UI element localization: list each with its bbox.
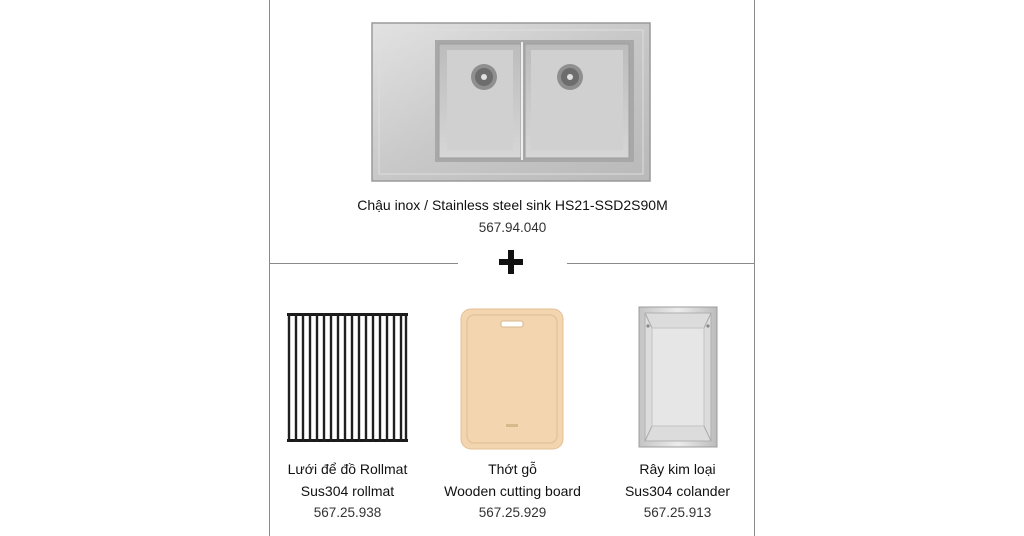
colander-name-vi: Rây kim loại [639, 461, 716, 477]
rollmat-image [285, 310, 410, 445]
frame-left-border [269, 0, 270, 536]
plus-icon [497, 248, 525, 276]
divider-right [567, 263, 754, 264]
colander-image [638, 306, 718, 448]
board-name-vi: Thớt gỗ [488, 461, 537, 477]
cutting-board-image [460, 308, 564, 450]
frame-right-border [754, 0, 755, 536]
main-product-code: 567.94.040 [478, 220, 547, 235]
rollmat-name-en: Sus304 rollmat [300, 483, 395, 499]
board-code: 567.25.929 [478, 505, 547, 520]
rollmat-code: 567.25.938 [313, 505, 382, 520]
colander-code: 567.25.913 [643, 505, 712, 520]
rollmat-name-vi: Lưới để đồ Rollmat [287, 461, 408, 477]
colander-name-en: Sus304 colander [624, 483, 731, 499]
board-name-en: Wooden cutting board [444, 483, 581, 499]
main-product-name: Chậu inox / Stainless steel sink HS21-SSD2S90M [357, 197, 668, 213]
sink-image [371, 22, 651, 182]
divider-left [270, 263, 458, 264]
